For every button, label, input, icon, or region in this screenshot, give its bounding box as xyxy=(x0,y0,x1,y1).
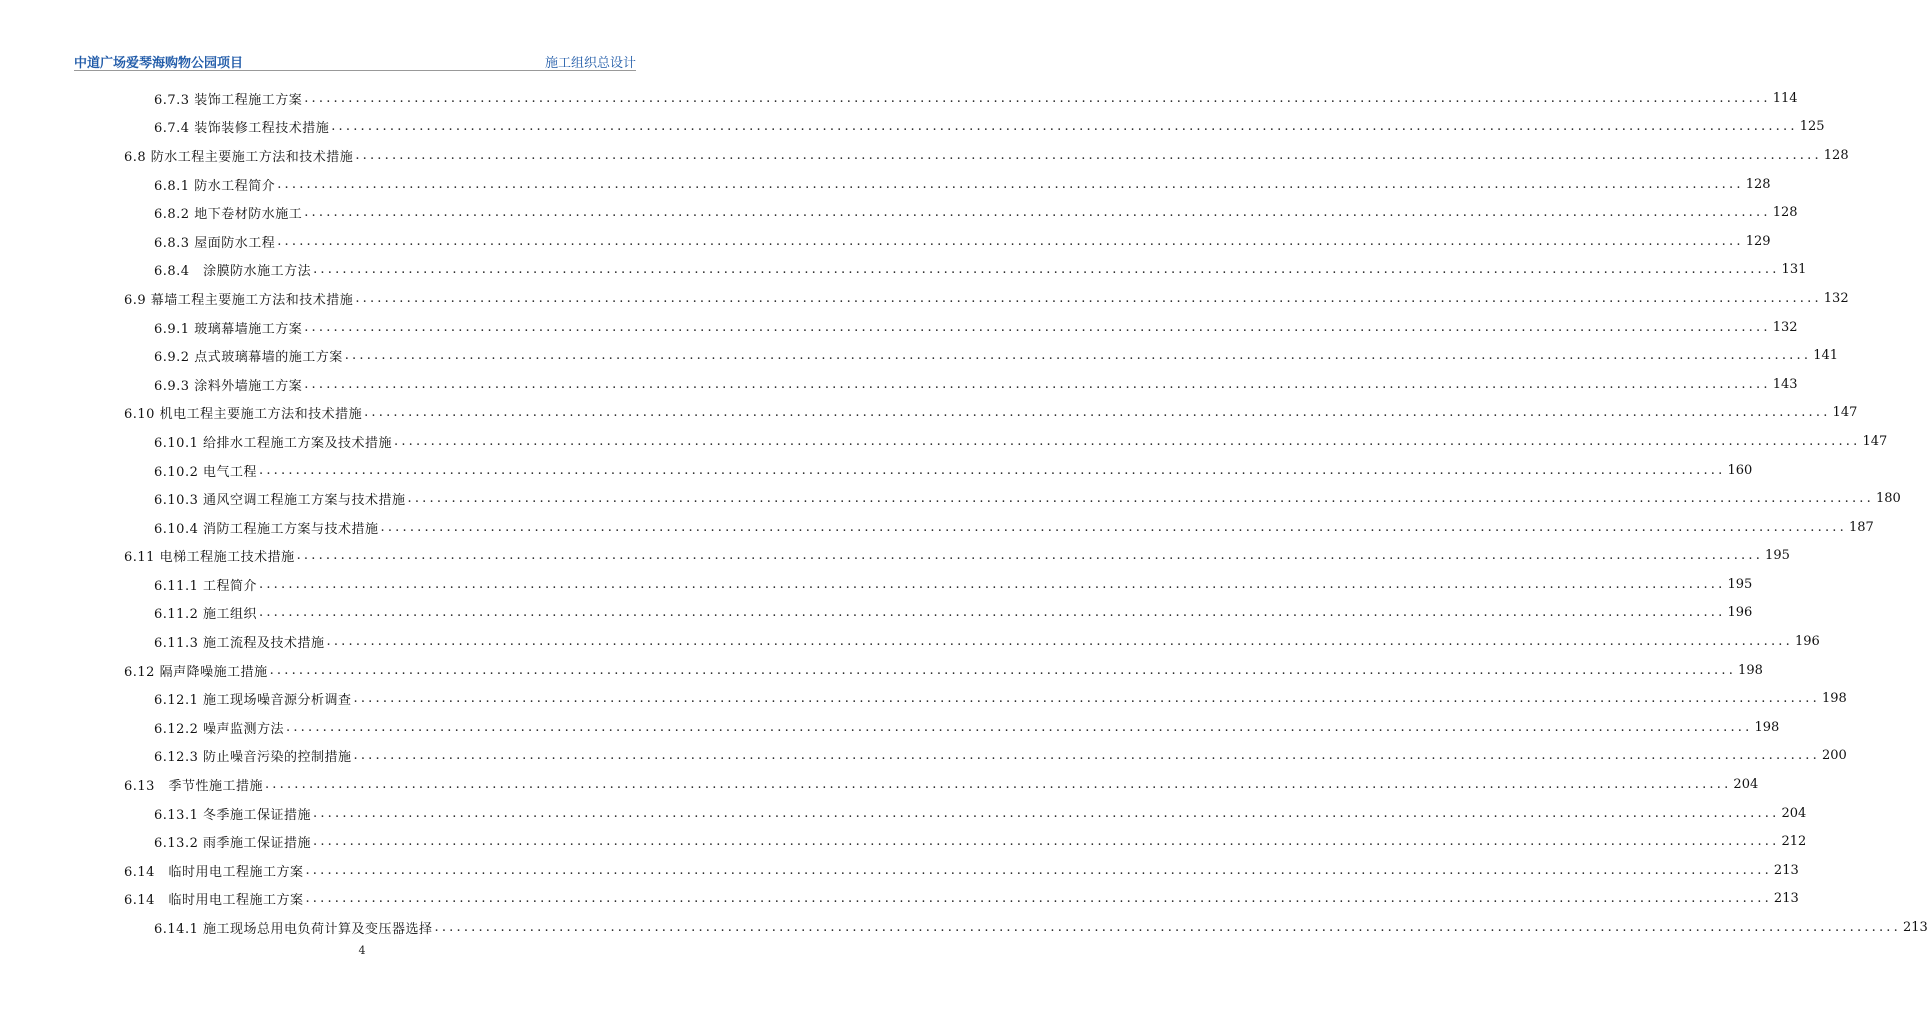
toc-entry[interactable] xyxy=(0,399,1858,428)
toc-entry-title: 6.7.3 装饰工程施工方案 xyxy=(154,92,303,108)
toc-entry-title: 6.8 防水工程主要施工方法和技术措施 xyxy=(124,149,354,165)
header-document-title: 施工组织总设计 xyxy=(544,56,636,71)
toc-dot-leader: ........................................................................................................................................................................................................ xyxy=(305,891,1772,907)
toc-entry-page: 131 xyxy=(1781,262,1807,278)
toc-dot-leader: ........................................................................................................................................................................................................ xyxy=(355,290,1822,306)
toc-dot-leader: ........................................................................................................................................................................................................ xyxy=(326,634,1793,650)
toc-entry-title: 6.14 临时用电工程施工方案 xyxy=(124,864,304,880)
toc-entry-title: 6.12.2 噪声监测方法 xyxy=(154,721,284,737)
toc-entry[interactable] xyxy=(0,141,1849,170)
toc-entry[interactable] xyxy=(0,856,1799,885)
toc-entry-title: 6.8.1 防水工程简介 xyxy=(154,178,276,194)
toc-entry[interactable] xyxy=(0,913,1928,942)
toc-entry-title: 6.8.4 涂膜防水施工方法 xyxy=(154,264,312,280)
toc-entry-page: 198 xyxy=(1754,719,1780,735)
toc-entry[interactable] xyxy=(0,313,1798,342)
toc-entry-page: 187 xyxy=(1848,519,1874,535)
toc-entry-title: 6.7.4 装饰装修工程技术措施 xyxy=(154,121,330,137)
toc-entry[interactable] xyxy=(0,256,1807,285)
toc-entry-page: 125 xyxy=(1799,119,1825,135)
toc-entry-title: 6.14.1 施工现场总用电负荷计算及变压器选择 xyxy=(154,922,433,938)
toc-dot-leader: ........................................................................................................................................................................................................ xyxy=(285,719,1753,735)
toc-entry[interactable] xyxy=(0,427,1888,456)
toc-entry-title: 6.12 隔声降噪施工措施 xyxy=(124,664,268,680)
toc-entry[interactable] xyxy=(0,370,1798,399)
toc-entry-title: 6.9 幕墙工程主要施工方法和技术措施 xyxy=(124,292,354,308)
toc-entry-page: 195 xyxy=(1727,576,1753,592)
toc-entry-page: 143 xyxy=(1772,376,1798,392)
toc-dot-leader: ........................................................................................................................................................................................................ xyxy=(312,834,1780,850)
toc-dot-leader: ........................................................................................................................................................................................................ xyxy=(364,405,1831,421)
toc-entry[interactable] xyxy=(0,684,1847,713)
toc-entry[interactable] xyxy=(0,656,1763,685)
toc-entry-page: 195 xyxy=(1765,548,1790,564)
toc-entry-page: 198 xyxy=(1821,691,1847,707)
toc-entry[interactable] xyxy=(0,885,1799,914)
table-of-contents xyxy=(0,84,1928,942)
toc-entry-title: 6.14 临时用电工程施工方案 xyxy=(124,893,304,909)
toc-entry-page: 160 xyxy=(1727,462,1753,478)
toc-entry-page: 180 xyxy=(1875,491,1901,507)
header-divider xyxy=(74,70,636,71)
toc-entry-title: 6.13 季节性施工措施 xyxy=(124,779,263,795)
toc-dot-leader: ........................................................................................................................................................................................................ xyxy=(269,662,1737,678)
toc-entry-page: 213 xyxy=(1773,862,1799,878)
toc-dot-leader: ........................................................................................................................................................................................................ xyxy=(277,233,1744,249)
toc-dot-leader: ........................................................................................................................................................................................................ xyxy=(434,920,1901,936)
toc-entry[interactable] xyxy=(0,713,1780,742)
toc-entry[interactable] xyxy=(0,170,1771,199)
toc-entry-page: 147 xyxy=(1862,433,1888,449)
toc-dot-leader: ........................................................................................................................................................................................................ xyxy=(277,176,1744,192)
toc-entry-page: 132 xyxy=(1772,319,1798,335)
toc-entry-title: 6.11.1 工程简介 xyxy=(154,578,257,594)
toc-entry-title: 6.9.2 点式玻璃幕墙的施工方案 xyxy=(154,350,343,366)
toc-dot-leader: ........................................................................................................................................................................................................ xyxy=(264,777,1732,793)
toc-entry[interactable] xyxy=(0,227,1771,256)
toc-entry-title: 6.13.1 冬季施工保证措施 xyxy=(154,807,311,823)
toc-entry[interactable] xyxy=(0,456,1753,485)
toc-dot-leader: ........................................................................................................................................................................................................ xyxy=(258,576,1726,592)
toc-entry[interactable] xyxy=(0,599,1753,628)
toc-dot-leader: ........................................................................................................................................................................................................ xyxy=(258,462,1726,478)
toc-entry[interactable] xyxy=(0,799,1807,828)
page-header xyxy=(74,50,636,70)
toc-entry-page: 114 xyxy=(1772,90,1798,106)
toc-entry-title: 6.11.2 施工组织 xyxy=(154,607,257,623)
toc-entry-page: 128 xyxy=(1823,147,1849,163)
toc-entry-title: 6.12.1 施工现场噪音源分析调查 xyxy=(154,693,352,709)
toc-entry-title: 6.9.3 涂料外墙施工方案 xyxy=(154,378,303,394)
toc-entry-page: 212 xyxy=(1781,834,1807,850)
toc-entry-page: 141 xyxy=(1813,348,1839,364)
toc-entry-page: 147 xyxy=(1832,405,1858,421)
toc-entry-title: 6.10.1 给排水工程施工方案及技术措施 xyxy=(154,435,392,451)
toc-entry[interactable] xyxy=(0,513,1874,542)
page-number: 4 xyxy=(358,944,366,957)
toc-entry[interactable] xyxy=(0,627,1820,656)
toc-entry[interactable] xyxy=(0,827,1807,856)
toc-entry[interactable] xyxy=(0,770,1759,799)
toc-entry-page: 198 xyxy=(1738,662,1763,678)
toc-entry-page: 128 xyxy=(1772,205,1798,221)
toc-dot-leader: ........................................................................................................................................................................................................ xyxy=(393,433,1861,449)
toc-dot-leader: ........................................................................................................................................................................................................ xyxy=(304,205,1771,221)
toc-entry[interactable] xyxy=(0,113,1825,142)
header-project-title: 中道广场爱琴海购物公园项目 xyxy=(74,56,244,71)
toc-dot-leader: ........................................................................................................................................................................................................ xyxy=(331,119,1798,135)
toc-entry-page: 196 xyxy=(1794,634,1820,650)
toc-dot-leader: ........................................................................................................................................................................................................ xyxy=(355,147,1822,163)
toc-dot-leader: ........................................................................................................................................................................................................ xyxy=(305,862,1772,878)
toc-entry-title: 6.8.3 屋面防水工程 xyxy=(154,235,276,251)
toc-entry-page: 200 xyxy=(1821,748,1847,764)
toc-entry-title: 6.12.3 防止噪音污染的控制措施 xyxy=(154,750,352,766)
toc-entry-page: 204 xyxy=(1781,805,1807,821)
toc-entry-title: 6.10.4 消防工程施工方案与技术措施 xyxy=(154,521,379,537)
toc-dot-leader: ........................................................................................................................................................................................................ xyxy=(258,605,1726,621)
toc-entry-title: 6.11 电梯工程施工技术措施 xyxy=(124,550,295,566)
toc-dot-leader: ........................................................................................................................................................................................................ xyxy=(380,519,1847,535)
toc-entry[interactable] xyxy=(0,570,1753,599)
toc-dot-leader: ........................................................................................................................................................................................................ xyxy=(304,376,1771,392)
toc-entry-page: 128 xyxy=(1745,176,1771,192)
toc-entry[interactable] xyxy=(0,341,1839,370)
toc-dot-leader: ........................................................................................................................................................................................................ xyxy=(344,348,1812,364)
toc-dot-leader: ........................................................................................................................................................................................................ xyxy=(313,262,1780,278)
toc-entry-title: 6.10 机电工程主要施工方法和技术措施 xyxy=(124,407,363,423)
toc-entry[interactable] xyxy=(0,284,1849,313)
toc-entry[interactable] xyxy=(0,198,1798,227)
toc-entry[interactable] xyxy=(0,542,1790,571)
toc-entry-page: 129 xyxy=(1745,233,1771,249)
toc-entry-title: 6.13.2 雨季施工保证措施 xyxy=(154,836,311,852)
toc-entry-page: 213 xyxy=(1902,920,1928,936)
toc-entry-title: 6.11.3 施工流程及技术措施 xyxy=(154,636,325,652)
toc-dot-leader: ........................................................................................................................................................................................................ xyxy=(304,90,1771,106)
toc-entry-page: 196 xyxy=(1727,605,1753,621)
toc-dot-leader: ........................................................................................................................................................................................................ xyxy=(312,805,1780,821)
toc-entry[interactable] xyxy=(0,742,1847,771)
toc-entry-title: 6.9.1 玻璃幕墙施工方案 xyxy=(154,321,303,337)
toc-entry-page: 213 xyxy=(1773,891,1799,907)
toc-dot-leader: ........................................................................................................................................................................................................ xyxy=(296,548,1764,564)
toc-entry-page: 204 xyxy=(1733,777,1759,793)
toc-entry[interactable] xyxy=(0,484,1901,513)
toc-entry[interactable] xyxy=(0,84,1798,113)
toc-dot-leader: ........................................................................................................................................................................................................ xyxy=(353,691,1820,707)
toc-dot-leader: ........................................................................................................................................................................................................ xyxy=(304,319,1771,335)
toc-entry-title: 6.10.2 电气工程 xyxy=(154,464,257,480)
toc-dot-leader: ........................................................................................................................................................................................................ xyxy=(407,491,1874,507)
toc-dot-leader: ........................................................................................................................................................................................................ xyxy=(353,748,1820,764)
toc-entry-title: 6.8.2 地下卷材防水施工 xyxy=(154,207,303,223)
toc-entry-title: 6.10.3 通风空调工程施工方案与技术措施 xyxy=(154,493,406,509)
toc-entry-page: 132 xyxy=(1823,290,1849,306)
